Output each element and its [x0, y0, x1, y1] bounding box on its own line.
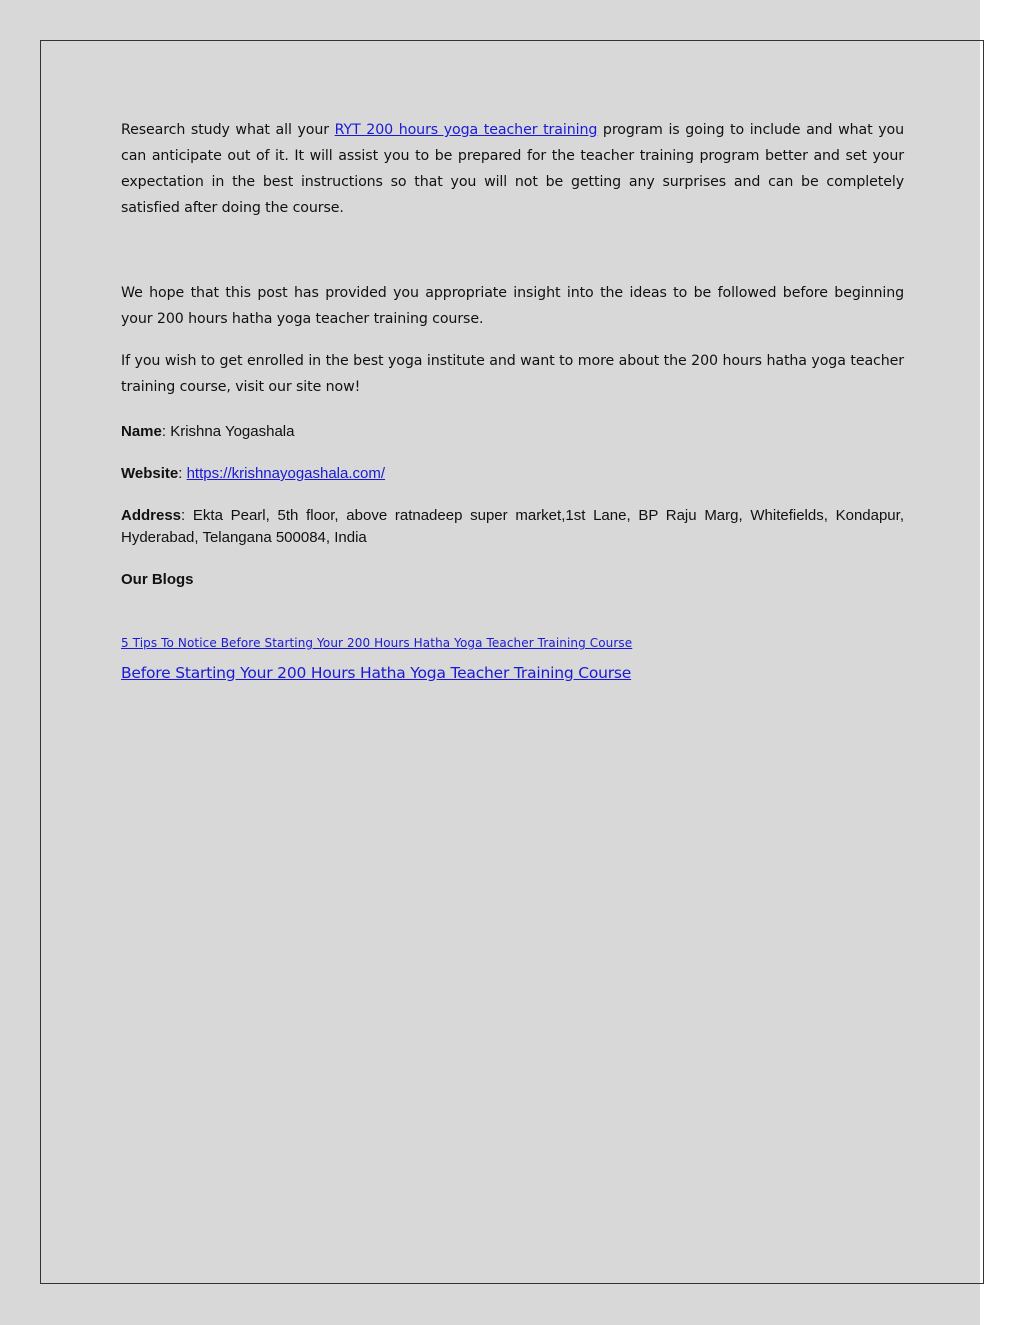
paragraph-enroll: If you wish to get enrolled in the best yoga institute and want to more about the 200 hours hatha yoga teacher training course, visit our site now! — [121, 353, 904, 395]
blog-link-before-starting[interactable]: Before Starting Your 200 Hours Hatha Yoga Teacher Training Course — [121, 664, 632, 682]
name-label: Name — [121, 423, 162, 440]
name-line — [121, 421, 904, 443]
address-value: : Ekta Pearl, 5th floor, above ratnadeep super market,1st Lane, BP Raju Marg, Whitefields, Kondapur, Hyderabad, Telangana 500084, India — [121, 507, 904, 546]
document-content — [121, 117, 904, 682]
website-separator: : — [178, 465, 187, 482]
website-label: Website — [121, 465, 179, 482]
blog-link-five-tips[interactable]: 5 Tips To Notice Before Starting Your 200 Hours Hatha Yoga Teacher Training Course — [121, 636, 633, 650]
address-line — [121, 505, 904, 549]
paragraph-research-end: program is going to include and what you can anticipate out of it. It will assist you to be prepared for the teacher training program better and set your expectation in the best instructions so that you will not be getting any surprises and can be completely satisfied after doing the course. — [121, 122, 904, 216]
paragraph-research-start: Research study what all your — [121, 122, 335, 138]
address-label: Address — [121, 507, 182, 524]
ryt-training-link[interactable]: RYT 200 hours yoga teacher training — [334, 122, 598, 138]
website-line — [121, 463, 904, 485]
name-value: : Krishna Yogashala — [161, 423, 295, 440]
paragraph-hope: We hope that this post has provided you appropriate insight into the ideas to be followed before beginning your 200 hours hatha yoga teacher training course. — [121, 285, 904, 327]
blogs-heading: Our Blogs — [121, 571, 194, 588]
website-link[interactable]: https://krishnayogashala.com/ — [186, 465, 386, 482]
paragraph-research — [121, 117, 904, 221]
